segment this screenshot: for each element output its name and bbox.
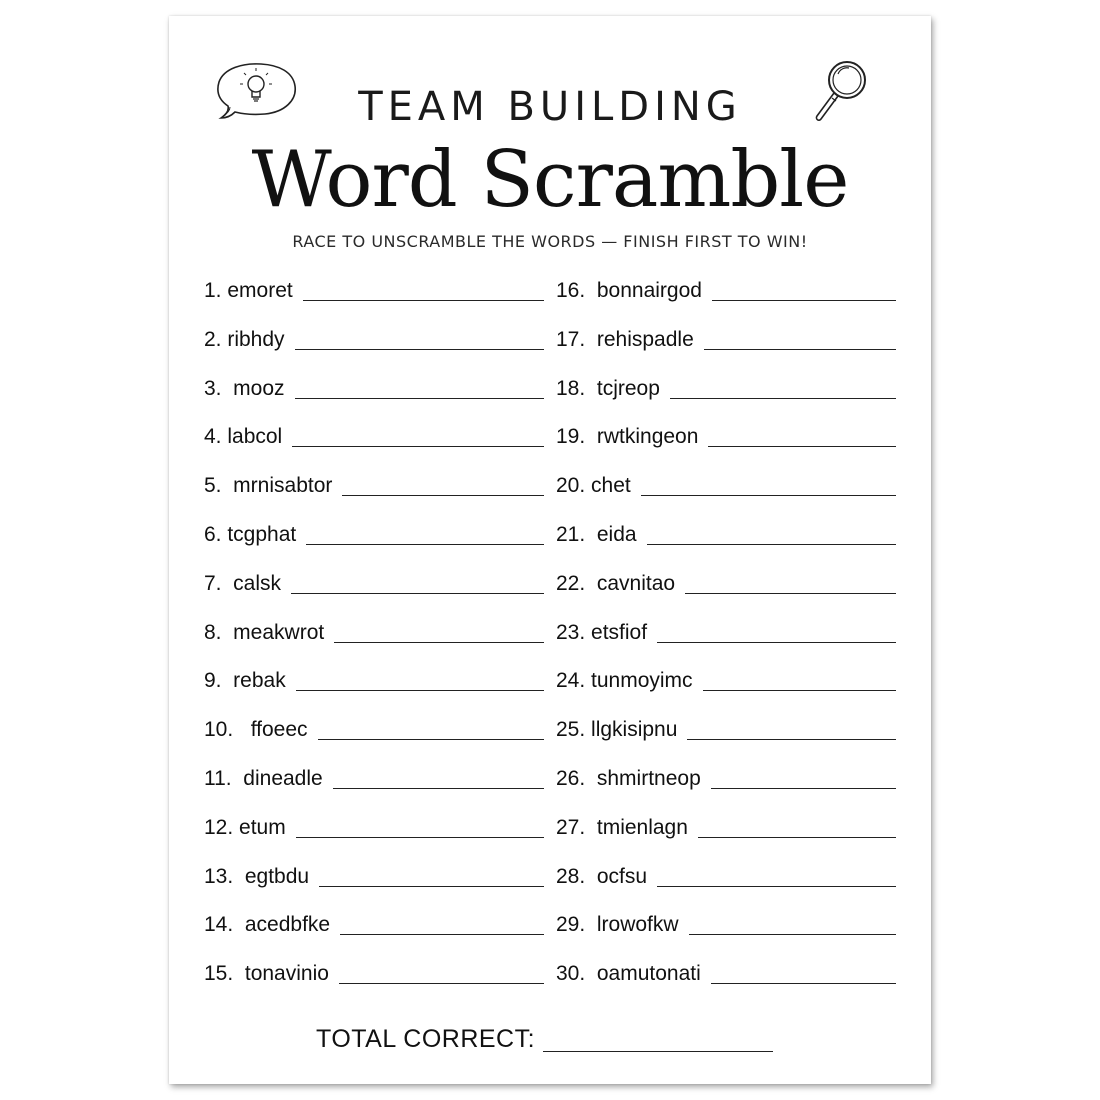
word-row <box>204 424 544 473</box>
word-row <box>204 815 544 864</box>
answer-line[interactable] <box>687 739 896 740</box>
answer-line[interactable] <box>306 544 544 545</box>
answer-line[interactable] <box>334 642 544 643</box>
answer-line[interactable] <box>708 446 896 447</box>
word-row <box>556 424 896 473</box>
scrambled-word: 1. emoret <box>204 279 293 302</box>
word-list-right <box>556 278 896 1010</box>
word-row <box>556 717 896 766</box>
scrambled-word: 7. calsk <box>204 571 282 595</box>
scrambled-word: 18. tcjreop <box>556 376 660 400</box>
scrambled-word: 16. bonnairgod <box>556 279 702 302</box>
scrambled-word: 14. acedbfke <box>204 913 331 937</box>
total-correct-line[interactable] <box>543 1051 773 1052</box>
scrambled-word: 5. mrnisabtor <box>204 474 333 498</box>
total-correct-label: TOTAL CORRECT: <box>316 1025 536 1053</box>
scrambled-word: 3. mooz <box>204 376 285 400</box>
scrambled-word: 12. etum <box>204 815 286 839</box>
answer-line[interactable] <box>319 886 544 887</box>
word-row <box>556 912 896 961</box>
answer-line[interactable] <box>711 788 896 789</box>
instructions-subtitle: RACE TO UNSCRAMBLE THE WORDS — FINISH FIRST TO WIN! <box>292 232 808 251</box>
scrambled-word: 23. etsfiof <box>556 620 648 644</box>
word-row <box>556 961 896 1010</box>
answer-line[interactable] <box>703 690 896 691</box>
word-row <box>556 376 896 425</box>
answer-line[interactable] <box>711 983 896 984</box>
word-row <box>204 571 544 620</box>
scrambled-word: 9. rebak <box>204 669 286 693</box>
answer-line[interactable] <box>698 837 896 838</box>
answer-line[interactable] <box>342 495 544 496</box>
scrambled-word: 26. shmirtneop <box>556 766 701 790</box>
scrambled-word: 21. eida <box>556 522 637 546</box>
kicker-heading: TEAM BUILDING <box>358 84 742 130</box>
scrambled-word: 15. tonavinio <box>204 962 329 986</box>
answer-line[interactable] <box>292 446 544 447</box>
answer-line[interactable] <box>647 544 896 545</box>
scrambled-word: 24. tunmoyimc <box>556 669 693 693</box>
page-title: Word Scramble <box>251 135 849 225</box>
word-row <box>556 278 896 327</box>
word-row <box>556 522 896 571</box>
answer-line[interactable] <box>641 495 896 496</box>
word-row <box>204 620 544 669</box>
answer-line[interactable] <box>712 300 896 301</box>
word-row <box>556 473 896 522</box>
word-row <box>204 473 544 522</box>
scrambled-word: 2. ribhdy <box>204 327 285 351</box>
answer-line[interactable] <box>657 886 896 887</box>
total-correct <box>316 1024 773 1054</box>
word-row <box>204 668 544 717</box>
word-row <box>204 327 544 376</box>
word-row <box>204 766 544 815</box>
scrambled-word: 4. labcol <box>204 425 283 449</box>
answer-line[interactable] <box>689 934 896 935</box>
worksheet-card <box>169 16 931 1084</box>
word-row <box>204 376 544 425</box>
scrambled-word: 20. chet <box>556 474 631 498</box>
answer-line[interactable] <box>296 690 544 691</box>
answer-line[interactable] <box>303 300 544 301</box>
answer-line[interactable] <box>333 788 544 789</box>
scrambled-word: 6. tcgphat <box>204 522 297 546</box>
scrambled-word: 30. oamutonati <box>556 962 701 986</box>
scrambled-word: 11. dineadle <box>204 766 323 790</box>
scrambled-word: 27. tmienlagn <box>556 815 688 839</box>
answer-line[interactable] <box>670 398 896 399</box>
answer-line[interactable] <box>318 739 544 740</box>
word-row <box>556 815 896 864</box>
answer-line[interactable] <box>704 349 896 350</box>
scrambled-word: 28. ocfsu <box>556 864 648 888</box>
word-list-left <box>204 278 544 1010</box>
word-row <box>204 717 544 766</box>
word-row <box>556 864 896 913</box>
scrambled-word: 13. egtbdu <box>204 864 310 888</box>
answer-line[interactable] <box>340 934 544 935</box>
answer-line[interactable] <box>339 983 544 984</box>
scrambled-word: 10. ffoeec <box>204 718 308 742</box>
word-row <box>204 961 544 1010</box>
word-row <box>556 327 896 376</box>
word-row <box>556 766 896 815</box>
word-row <box>204 278 544 327</box>
answer-line[interactable] <box>296 837 544 838</box>
scrambled-word: 29. lrowofkw <box>556 913 679 937</box>
answer-line[interactable] <box>295 398 544 399</box>
scrambled-word: 25. llgkisipnu <box>556 718 678 742</box>
answer-line[interactable] <box>295 349 544 350</box>
answer-line[interactable] <box>685 593 896 594</box>
word-row <box>556 620 896 669</box>
scrambled-word: 17. rehispadle <box>556 327 694 351</box>
word-row <box>204 912 544 961</box>
word-row <box>556 668 896 717</box>
scrambled-word: 19. rwtkingeon <box>556 425 699 449</box>
word-row <box>204 864 544 913</box>
word-row <box>556 571 896 620</box>
scrambled-word: 22. cavnitao <box>556 571 676 595</box>
word-row <box>204 522 544 571</box>
answer-line[interactable] <box>657 642 896 643</box>
scrambled-word: 8. meakwrot <box>204 620 325 644</box>
answer-line[interactable] <box>291 593 544 594</box>
